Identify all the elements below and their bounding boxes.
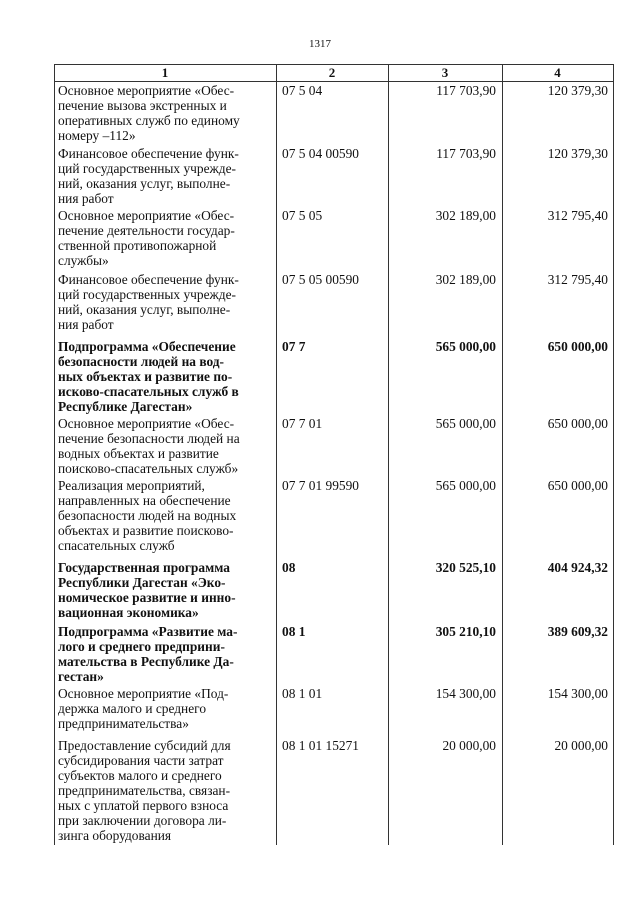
row-name: Предоставление субсидий для субсидирования части затрат субъектов малого и среднего предпринимательства, связан- ных с уплатой первого взноса при заключении договора ли- зинга оборудования [58,738,231,843]
row-amount-2: 120 379,30 [547,146,608,161]
row-amount-2: 650 000,00 [547,416,608,431]
row-name: Подпрограмма «Развитие ма- лого и среднего предприни- мательства в Республике Да- гестан» [58,624,238,684]
row-name: Государственная программа Республики Дагестан «Эко- номическое развитие и инно- вационная экономика» [58,560,236,620]
row-amount-1: 302 189,00 [435,208,496,223]
row-code: 08 1 01 15271 [282,738,359,753]
row-name: Основное мероприятие «Обес- печение вызова экстренных и оперативных служб по единому номеру –112» [58,83,240,143]
row-amount-1: 320 525,10 [435,560,496,575]
table-header [54,64,614,82]
row-amount-1: 117 703,90 [436,83,496,98]
row-amount-2: 404 924,32 [547,560,608,575]
table-right-border [613,64,614,845]
column-divider-3 [502,64,503,845]
row-code: 07 7 01 [282,416,323,431]
row-code: 08 1 [282,624,306,639]
header-col-1: 1 [161,65,169,80]
row-code: 07 7 01 99590 [282,478,359,493]
row-code: 07 5 05 [282,208,323,223]
table-left-border [54,64,55,845]
column-divider-1 [276,64,277,845]
row-amount-2: 20 000,00 [554,738,608,753]
row-amount-2: 650 000,00 [547,339,608,354]
header-col-3: 3 [441,65,449,80]
row-amount-2: 154 300,00 [547,686,608,701]
row-code: 08 1 01 [282,686,323,701]
row-amount-2: 650 000,00 [547,478,608,493]
page-number: 1317 [309,38,331,50]
row-amount-1: 302 189,00 [435,272,496,287]
row-amount-1: 565 000,00 [435,478,496,493]
row-amount-2: 120 379,30 [547,83,608,98]
header-col-4: 4 [554,65,561,80]
row-amount-1: 565 000,00 [435,416,496,431]
row-name: Основное мероприятие «Обес- печение деятельности государ- ственной противопожарной службы» [58,208,235,268]
row-code: 07 7 [282,339,306,354]
row-amount-1: 565 000,00 [435,339,496,354]
row-name: Основное мероприятие «Обес- печение безопасности людей на водных объектах и развитие поисково-спасательных служб» [58,416,240,476]
row-code: 07 5 05 00590 [282,272,359,287]
budget-table [54,64,614,845]
column-divider-2 [388,64,389,845]
row-name: Финансовое обеспечение функ- ций государственных учрежде- ний, оказания услуг, выполне- ния работ [58,272,239,332]
row-amount-1: 305 210,10 [435,624,496,639]
row-name: Основное мероприятие «Под- держка малого и среднего предпринимательства» [58,686,229,731]
row-code: 08 [282,560,296,575]
row-amount-1: 154 300,00 [435,686,496,701]
row-code: 07 5 04 00590 [282,146,359,161]
row-code: 07 5 04 [282,83,323,98]
row-name: Подпрограмма «Обеспечение безопасности людей на вод- ных объектах и развитие по- исково-спасательных служб в Республике Дагестан» [58,339,239,414]
row-amount-2: 389 609,32 [547,624,608,639]
row-name: Реализация мероприятий, направленных на обеспечение безопасности людей на водных объектах и развитие поисково- спасательных служб [58,478,237,553]
row-amount-2: 312 795,40 [547,208,608,223]
row-amount-2: 312 795,40 [547,272,608,287]
row-name: Финансовое обеспечение функ- ций государственных учрежде- ний, оказания услуг, выполне- ния работ [58,146,239,206]
header-col-2: 2 [328,65,336,80]
row-amount-1: 117 703,90 [436,146,496,161]
row-amount-1: 20 000,00 [442,738,496,753]
